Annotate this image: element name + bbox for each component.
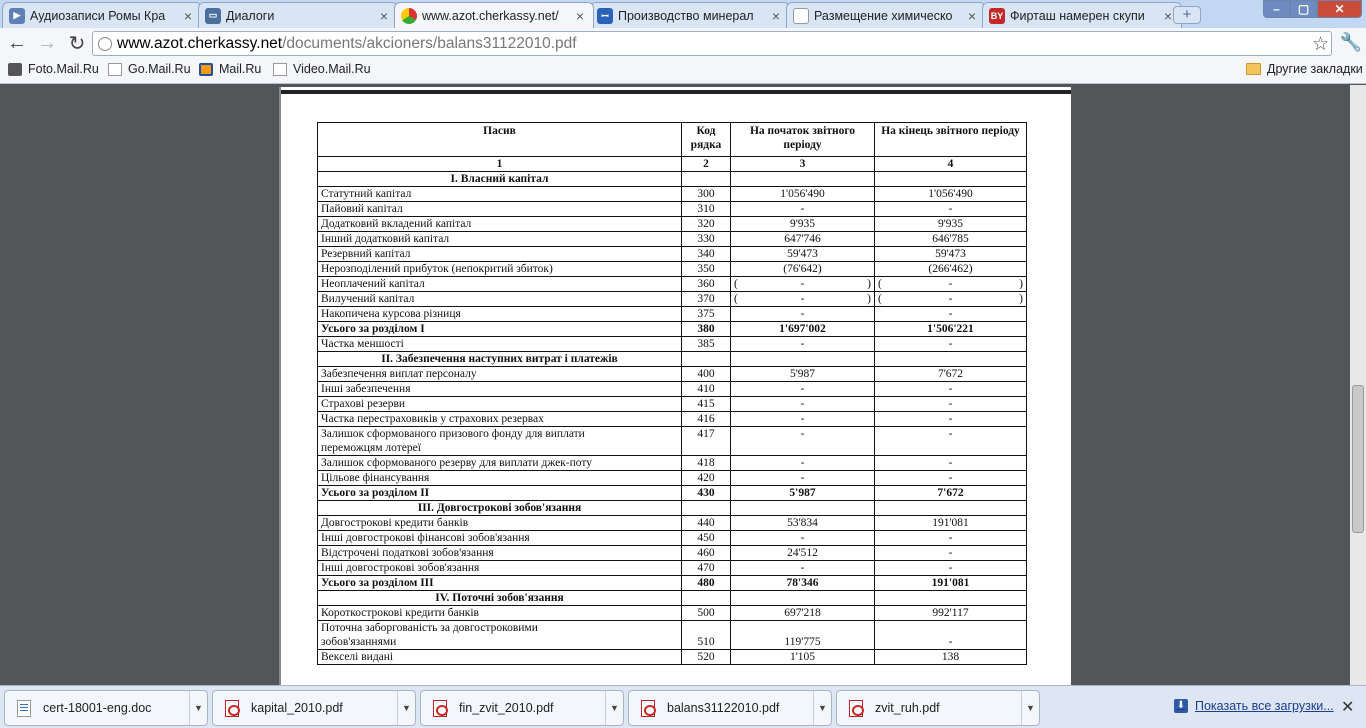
row-label: Частка меншості <box>318 337 682 352</box>
value-cell: 59'473 <box>875 247 1027 262</box>
page-icon <box>98 37 112 51</box>
row-label: Резервний капітал <box>318 247 682 262</box>
open-paren: ( <box>734 293 738 305</box>
back-button[interactable] <box>4 30 30 56</box>
bu-icon: BY <box>989 8 1005 24</box>
bracketed-value <box>734 292 871 306</box>
toolbar <box>0 28 1366 58</box>
reload-icon: ↻ <box>68 32 86 55</box>
row-code: 375 <box>682 307 731 322</box>
table-row <box>318 621 1027 650</box>
table-row <box>318 367 1027 382</box>
table-row <box>318 217 1027 232</box>
value-cell: 646'785 <box>875 232 1027 247</box>
code-cell <box>682 172 731 187</box>
open-paren: ( <box>878 278 882 290</box>
bookmark-mail[interactable] <box>199 62 261 76</box>
value-cell: 119'775 <box>731 621 875 650</box>
back-arrow-icon: ← <box>7 31 27 54</box>
table-row <box>318 337 1027 352</box>
row-label: Відстрочені податкові зобов'язання <box>318 546 682 561</box>
wrench-icon[interactable]: 🔧 <box>1339 32 1363 52</box>
other-bookmarks[interactable] <box>1246 62 1363 76</box>
row-label-line: переможцям лотереї <box>321 442 421 454</box>
row-label: Вилучений капітал <box>318 292 682 307</box>
ua-icon: ꟷ <box>597 8 613 24</box>
pdf-page <box>279 87 1071 685</box>
tab-placement[interactable] <box>786 2 986 28</box>
row-code: 480 <box>682 576 731 591</box>
table-row <box>318 531 1027 546</box>
tab-azot[interactable] <box>394 2 594 28</box>
column-number-row <box>318 157 1027 172</box>
tab-title: Аудиозаписи Ромы Кра <box>30 8 166 23</box>
pdf-file-icon <box>433 700 447 717</box>
code-cell <box>682 591 731 606</box>
section-row <box>318 591 1027 606</box>
value-cell: 191'081 <box>875 576 1027 591</box>
play-icon: ▶ <box>9 8 25 24</box>
value-cell <box>731 172 875 187</box>
row-label: Короткострокові кредити банків <box>318 606 682 621</box>
row-code: 400 <box>682 367 731 382</box>
row-label: Усього за розділом II <box>318 486 682 501</box>
row-code: 460 <box>682 546 731 561</box>
value-cell <box>731 292 875 307</box>
row-code: 410 <box>682 382 731 397</box>
value-cell: 1'105 <box>731 650 875 665</box>
download-shelf <box>0 685 1366 728</box>
row-label: Векселі видані <box>318 650 682 665</box>
row-code: 450 <box>682 531 731 546</box>
other-bookmarks-label: Другие закладки <box>1267 62 1363 76</box>
value-cell <box>875 172 1027 187</box>
tab-dialogs[interactable] <box>198 2 398 28</box>
value-cell: 5'987 <box>731 486 875 501</box>
row-code: 440 <box>682 516 731 531</box>
row-label-line: зобов'язаннями <box>321 636 397 648</box>
pdf-file-icon <box>849 700 863 717</box>
value-cell <box>875 352 1027 367</box>
total-row <box>318 576 1027 591</box>
bracketed-value <box>878 292 1023 306</box>
value-cell: 7'672 <box>875 367 1027 382</box>
value-cell: 24'512 <box>731 546 875 561</box>
value-cell: - <box>875 427 1027 456</box>
download-name: cert-18001-eng.doc <box>43 701 152 715</box>
bookmark-foto-mail[interactable] <box>8 62 99 76</box>
value-cell: - <box>875 471 1027 486</box>
close-icon[interactable]: × <box>1163 7 1173 24</box>
table-row <box>318 546 1027 561</box>
value-cell: - <box>875 202 1027 217</box>
close-icon[interactable]: × <box>379 7 389 24</box>
value-cell: - <box>731 202 875 217</box>
value-cell: - <box>875 337 1027 352</box>
row-code: 500 <box>682 606 731 621</box>
header-passive: Пасив <box>318 123 682 157</box>
row-label: Усього за розділом I <box>318 322 682 337</box>
row-code: 415 <box>682 397 731 412</box>
new-tab-button[interactable]: + <box>1173 6 1201 24</box>
tab-title: Диалоги <box>226 8 275 23</box>
value-cell: - <box>731 412 875 427</box>
row-code: 310 <box>682 202 731 217</box>
header-start: На початок звітного періоду <box>731 123 875 157</box>
url-path: /documents/akcioners/balans31122010.pdf <box>282 34 577 52</box>
value-cell: - <box>731 397 875 412</box>
close-icon[interactable]: × <box>771 7 781 24</box>
url-domain: www.azot.cherkassy.net <box>117 34 283 52</box>
row-code: 520 <box>682 650 731 665</box>
row-code: 470 <box>682 561 731 576</box>
row-label: Інший додатковий капітал <box>318 232 682 247</box>
value-cell: - <box>875 561 1027 576</box>
page-icon <box>108 63 122 76</box>
table-row <box>318 262 1027 277</box>
header-code: Код рядка <box>682 123 731 157</box>
value-cell: - <box>731 382 875 397</box>
value-cell: 1'506'221 <box>875 322 1027 337</box>
bracketed-value <box>734 277 871 291</box>
value-cell <box>731 277 875 292</box>
col-number: 1 <box>318 157 682 172</box>
value-cell: - <box>731 471 875 486</box>
section-title: III. Довгострокові зобов'язання <box>318 501 682 516</box>
table-row <box>318 277 1027 292</box>
row-code: 430 <box>682 486 731 501</box>
row-label: Інші довгострокові зобов'язання <box>318 561 682 576</box>
value-cell: 78'346 <box>731 576 875 591</box>
pdf-file-icon <box>225 700 239 717</box>
value-cell: - <box>875 621 1027 650</box>
row-label <box>318 621 682 650</box>
value-cell: - <box>731 337 875 352</box>
close-paren: ) <box>1019 278 1023 290</box>
table-row <box>318 650 1027 665</box>
value-cell: 992'117 <box>875 606 1027 621</box>
row-code: 300 <box>682 187 731 202</box>
row-code: 416 <box>682 412 731 427</box>
table-row <box>318 202 1027 217</box>
value-cell <box>875 501 1027 516</box>
vk-icon: ▭ <box>205 8 221 24</box>
table-row <box>318 606 1027 621</box>
row-label: Статутний капітал <box>318 187 682 202</box>
tab-audio[interactable] <box>2 2 202 28</box>
value-cell: - <box>731 531 875 546</box>
row-label: Неоплачений капітал <box>318 277 682 292</box>
header-end: На кінець звітного періоду <box>875 123 1027 157</box>
value-cell: 191'081 <box>875 516 1027 531</box>
value-cell: 59'473 <box>731 247 875 262</box>
section-row <box>318 352 1027 367</box>
folder-icon <box>1246 63 1261 75</box>
close-icon[interactable]: × <box>575 7 585 24</box>
page-edge <box>279 87 281 685</box>
bookmark-go-mail[interactable] <box>108 62 191 76</box>
value: - <box>948 293 953 305</box>
bookmarks-bar <box>0 58 1366 84</box>
doc-file-icon <box>17 700 31 717</box>
row-label: Інші забезпечення <box>318 382 682 397</box>
value: - <box>800 278 805 290</box>
table-row <box>318 397 1027 412</box>
chevron-down-icon[interactable]: ▼ <box>605 691 623 725</box>
bookmark-label: Video.Mail.Ru <box>293 62 371 76</box>
table-row <box>318 382 1027 397</box>
value-cell: 53'834 <box>731 516 875 531</box>
tab-strip <box>0 0 1366 28</box>
value-cell: - <box>731 427 875 456</box>
scrollbar[interactable] <box>1350 85 1366 685</box>
value-cell: (266'462) <box>875 262 1027 277</box>
scan-edge <box>279 90 1071 94</box>
url-text <box>117 35 577 53</box>
value-cell: - <box>731 456 875 471</box>
row-code: 418 <box>682 456 731 471</box>
row-label-line: Залишок сформованого призового фонду для виплати <box>321 428 585 440</box>
value-cell: 7'672 <box>875 486 1027 501</box>
page-icon <box>793 8 809 24</box>
row-label-line: Поточна заборгованість за довгостроковими <box>321 622 538 634</box>
row-label: Частка перестраховиків у страхових резервах <box>318 412 682 427</box>
section-row <box>318 501 1027 516</box>
value-cell: 5'987 <box>731 367 875 382</box>
row-code: 420 <box>682 471 731 486</box>
forward-button[interactable] <box>34 30 60 56</box>
download-icon: ⬇ <box>1174 699 1188 713</box>
table-row <box>318 412 1027 427</box>
bookmark-video-mail[interactable] <box>273 62 371 76</box>
value: - <box>800 293 805 305</box>
bookmark-label: Foto.Mail.Ru <box>28 62 99 76</box>
value-cell: 9'935 <box>875 217 1027 232</box>
table-row <box>318 307 1027 322</box>
download-item[interactable] <box>4 690 208 726</box>
show-all-downloads-link[interactable] <box>1174 699 1334 713</box>
download-name: zvit_ruh.pdf <box>875 701 940 715</box>
section-title: IV. Поточні зобов'язання <box>318 591 682 606</box>
address-bar[interactable] <box>92 31 1332 56</box>
section-title: II. Забезпечення наступних витрат і платежів <box>318 352 682 367</box>
value-cell: - <box>875 412 1027 427</box>
col-number: 4 <box>875 157 1027 172</box>
value-cell: 1'697'002 <box>731 322 875 337</box>
close-icon[interactable]: ✕ <box>1341 699 1355 716</box>
reload-button[interactable] <box>64 30 90 56</box>
download-name: balans31122010.pdf <box>667 701 780 715</box>
page-icon <box>273 63 287 76</box>
row-label: Залишок сформованого резерву для виплати джек-поту <box>318 456 682 471</box>
row-code: 380 <box>682 322 731 337</box>
close-icon[interactable]: × <box>967 7 977 24</box>
col-number: 2 <box>682 157 731 172</box>
value-cell <box>731 501 875 516</box>
value-cell: (76'642) <box>731 262 875 277</box>
chevron-down-icon[interactable]: ▼ <box>397 691 415 725</box>
row-label: Інші довгострокові фінансові зобов'язання <box>318 531 682 546</box>
tab-title: Размещение химическо <box>814 8 953 23</box>
minimize-button[interactable]: – <box>1263 0 1290 18</box>
value-cell: 138 <box>875 650 1027 665</box>
value-cell <box>731 352 875 367</box>
chevron-down-icon[interactable]: ▼ <box>189 691 207 725</box>
row-label: Страхові резерви <box>318 397 682 412</box>
row-code: 510 <box>682 621 731 650</box>
value-cell: 1'056'490 <box>731 187 875 202</box>
value-cell: - <box>875 382 1027 397</box>
value-cell <box>731 591 875 606</box>
table-row <box>318 516 1027 531</box>
section-row <box>318 172 1027 187</box>
tab-title: Фирташ намерен скупи <box>1010 8 1145 23</box>
chevron-down-icon[interactable]: ▼ <box>1021 691 1039 725</box>
value-cell: - <box>875 531 1027 546</box>
table-row <box>318 456 1027 471</box>
star-icon[interactable]: ☆ <box>1311 34 1329 55</box>
row-label: Додатковий вкладений капітал <box>318 217 682 232</box>
table-row <box>318 247 1027 262</box>
download-item[interactable] <box>212 690 416 726</box>
row-code: 320 <box>682 217 731 232</box>
value-cell <box>875 292 1027 307</box>
chevron-down-icon[interactable]: ▼ <box>813 691 831 725</box>
value-cell: - <box>875 397 1027 412</box>
camera-icon <box>8 63 22 76</box>
show-all-label: Показать все загрузки... <box>1195 699 1334 713</box>
row-code: 350 <box>682 262 731 277</box>
tab-title: www.azot.cherkassy.net/ <box>422 8 559 23</box>
open-paren: ( <box>878 293 882 305</box>
col-number: 3 <box>731 157 875 172</box>
bracketed-value <box>878 277 1023 291</box>
mailru-icon <box>199 63 213 76</box>
download-name: fin_zvit_2010.pdf <box>459 701 554 715</box>
chrome-icon <box>401 8 417 24</box>
value-cell: - <box>875 456 1027 471</box>
window-close-button[interactable]: ✕ <box>1317 0 1362 18</box>
scroll-thumb[interactable] <box>1352 385 1364 533</box>
value-cell: - <box>875 546 1027 561</box>
row-label: Цільове фінансування <box>318 471 682 486</box>
bookmark-label: Mail.Ru <box>219 62 262 76</box>
table-row <box>318 561 1027 576</box>
value-cell: 647'746 <box>731 232 875 247</box>
code-cell <box>682 352 731 367</box>
value-cell: 9'935 <box>731 217 875 232</box>
code-cell <box>682 501 731 516</box>
section-title: I. Власний капітал <box>318 172 682 187</box>
table-row <box>318 471 1027 486</box>
value-cell: - <box>875 307 1027 322</box>
tab-firtash[interactable] <box>982 2 1182 28</box>
balance-table <box>317 122 1027 665</box>
download-name: kapital_2010.pdf <box>251 701 343 715</box>
pdf-file-icon <box>641 700 655 717</box>
row-code: 340 <box>682 247 731 262</box>
row-code: 330 <box>682 232 731 247</box>
download-item[interactable] <box>836 690 1040 726</box>
row-code: 385 <box>682 337 731 352</box>
value-cell: 697'218 <box>731 606 875 621</box>
value-cell: 1'056'490 <box>875 187 1027 202</box>
bookmark-label: Go.Mail.Ru <box>128 62 191 76</box>
table-header-row <box>318 123 1027 157</box>
open-paren: ( <box>734 278 738 290</box>
row-label: Усього за розділом III <box>318 576 682 591</box>
table-row <box>318 292 1027 307</box>
row-code: 417 <box>682 427 731 456</box>
maximize-button[interactable]: ▢ <box>1290 0 1317 18</box>
download-item[interactable] <box>420 690 624 726</box>
row-label: Довгострокові кредити банків <box>318 516 682 531</box>
row-label: Забезпечення виплат персоналу <box>318 367 682 382</box>
value-cell <box>875 277 1027 292</box>
forward-arrow-icon: → <box>37 31 57 54</box>
total-row <box>318 486 1027 501</box>
row-label <box>318 427 682 456</box>
value-cell <box>875 591 1027 606</box>
table-row <box>318 187 1027 202</box>
tab-title: Производство минерал <box>618 8 754 23</box>
close-paren: ) <box>1019 293 1023 305</box>
pdf-viewer[interactable] <box>0 85 1366 685</box>
value-cell: - <box>731 307 875 322</box>
value: - <box>948 278 953 290</box>
row-code: 370 <box>682 292 731 307</box>
table-row <box>318 232 1027 247</box>
close-paren: ) <box>867 293 871 305</box>
row-label: Пайовий капітал <box>318 202 682 217</box>
value-cell: - <box>731 561 875 576</box>
tab-production[interactable] <box>590 2 790 28</box>
download-item[interactable] <box>628 690 832 726</box>
table-row <box>318 427 1027 456</box>
row-label: Накопичена курсова різниця <box>318 307 682 322</box>
row-code: 360 <box>682 277 731 292</box>
total-row <box>318 322 1027 337</box>
close-paren: ) <box>867 278 871 290</box>
row-label: Нерозподілений прибуток (непокритий збиток) <box>318 262 682 277</box>
close-icon[interactable]: × <box>183 7 193 24</box>
